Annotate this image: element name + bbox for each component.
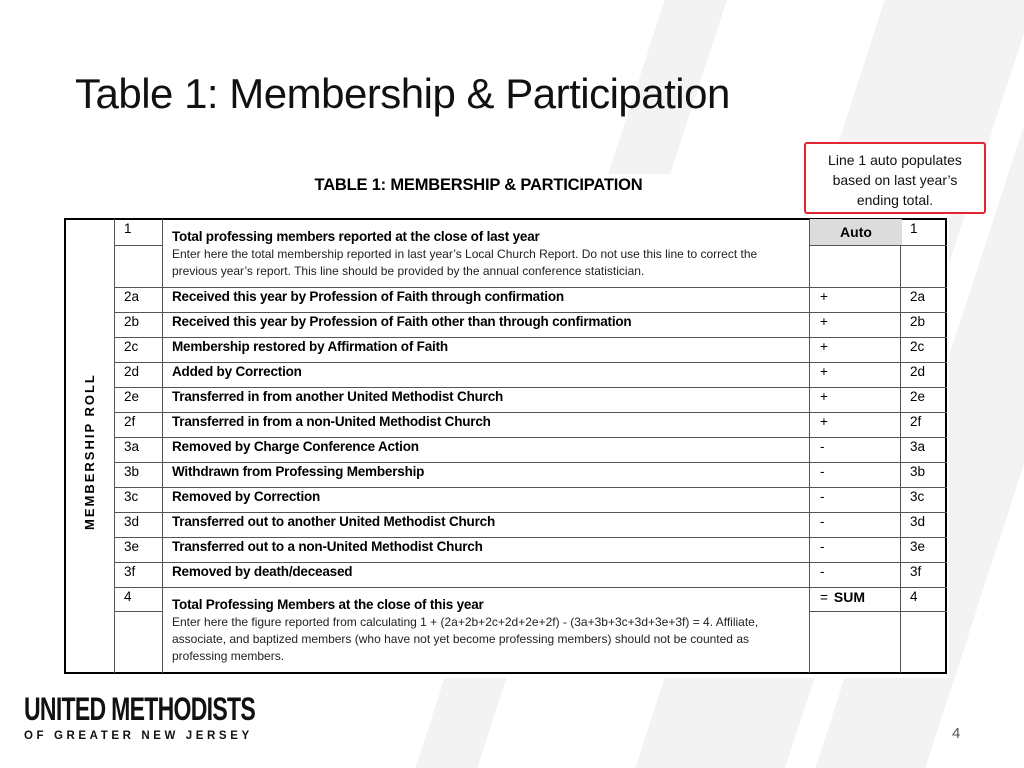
- row-operator: -: [820, 539, 825, 554]
- auto-value-cell: Auto: [810, 219, 902, 245]
- row-id: 3e: [124, 539, 140, 554]
- row-operator: +: [820, 314, 828, 329]
- side-label: MEMBERSHIP ROLL: [82, 373, 97, 530]
- row-label: Transferred in from a non-United Methodist Church: [172, 414, 491, 429]
- row-id: 2d: [124, 364, 140, 379]
- table-row-line-4: [114, 587, 947, 673]
- table-row-line-1: [114, 219, 947, 288]
- row-description: Enter here the total membership reported in last year’s Local Church Report. Do not use this line to correct the previous year’s report. This line should be provided by the annual conference statistician.: [172, 247, 758, 278]
- row-ref: 2d: [910, 364, 926, 379]
- form-heading: TABLE 1: MEMBERSHIP & PARTICIPATION: [314, 176, 643, 194]
- row-ref: 3d: [910, 514, 926, 529]
- row-label: Total professing members reported at the close of last year: [172, 229, 540, 244]
- row-operator: -: [820, 439, 825, 454]
- table-row: [114, 287, 947, 313]
- row-operator: -: [820, 464, 825, 479]
- row-ref: 3c: [910, 489, 925, 504]
- row-label: Received this year by Profession of Faith through confirmation: [172, 289, 564, 304]
- table-row: [114, 387, 947, 413]
- row-label: Received this year by Profession of Faith other than through confirmation: [172, 314, 632, 329]
- row-id: 4: [124, 589, 132, 604]
- table-row: [114, 412, 947, 438]
- row-label: Removed by Charge Conference Action: [172, 439, 419, 454]
- row-operator: = SUM: [820, 589, 866, 605]
- table-row: [114, 512, 947, 538]
- row-label: Total Professing Members at the close of this year: [172, 597, 484, 612]
- row-label: Added by Correction: [172, 364, 302, 379]
- table-row: [114, 562, 947, 588]
- row-operator: -: [820, 564, 825, 579]
- row-id: 3a: [124, 439, 140, 454]
- organization-logo: [24, 692, 345, 742]
- row-operator: +: [820, 389, 828, 404]
- row-operator: +: [820, 289, 828, 304]
- row-id: 2c: [124, 339, 139, 354]
- page-number: 4: [952, 725, 961, 742]
- row-id: 2a: [124, 289, 140, 304]
- row-id: 3b: [124, 464, 140, 479]
- row-label: Transferred out to a non-United Methodist Church: [172, 539, 483, 554]
- table-row: [114, 487, 947, 513]
- callout-line: Line 1 auto populates: [828, 152, 962, 168]
- logo-subtitle: OF GREATER NEW JERSEY: [24, 730, 253, 742]
- row-label: Transferred out to another United Methodist Church: [172, 514, 496, 529]
- row-id: 2b: [124, 314, 140, 329]
- row-id: 1: [124, 221, 132, 236]
- row-label: Removed by death/deceased: [172, 564, 353, 579]
- row-id: 3f: [124, 564, 136, 579]
- table-row: [114, 312, 947, 338]
- row-id: 2e: [124, 389, 140, 404]
- callout-line: ending total.: [856, 192, 934, 208]
- row-ref: 2e: [910, 389, 926, 404]
- row-ref: 1: [910, 221, 918, 236]
- row-operator: -: [820, 514, 825, 529]
- table-row: [114, 537, 947, 563]
- row-description: Enter here the figure reported from calculating 1 + (2a+2b+2c+2d+2e+2f) - (3a+3b+3c+3d+3e+3f) = 4. Affiliate, associate, and baptized members (who have not yet become professing members) should not be counted as professing members.: [172, 615, 759, 663]
- callout-note: [804, 142, 986, 214]
- row-operator: -: [820, 489, 825, 504]
- row-ref: 2c: [910, 339, 925, 354]
- row-operator: +: [820, 339, 828, 354]
- row-operator: +: [820, 414, 828, 429]
- row-label: Membership restored by Affirmation of Faith: [172, 339, 448, 354]
- table-row: [114, 337, 947, 363]
- row-id: 3c: [124, 489, 139, 504]
- table-row: [114, 362, 947, 388]
- row-ref: 2a: [910, 289, 926, 304]
- row-ref: 4: [910, 589, 918, 604]
- row-operator: +: [820, 364, 828, 379]
- row-ref: 3e: [910, 539, 926, 554]
- slide-title: Table 1: Membership & Participation: [75, 70, 730, 117]
- row-ref: 2f: [910, 414, 922, 429]
- row-label: Removed by Correction: [172, 489, 321, 504]
- row-id: 3d: [124, 514, 140, 529]
- table-row: [114, 437, 947, 463]
- row-label: Transferred in from another United Methodist Church: [172, 389, 504, 404]
- row-ref: 3b: [910, 464, 926, 479]
- row-label: Withdrawn from Professing Membership: [172, 464, 425, 479]
- row-ref: 2b: [910, 314, 926, 329]
- row-id: 2f: [124, 414, 136, 429]
- row-ref: 3a: [910, 439, 926, 454]
- table-row: [114, 462, 947, 488]
- logo-wordmark: UNITED METHODISTS: [24, 691, 255, 727]
- sum-value: SUM: [833, 589, 866, 605]
- row-ref: 3f: [910, 564, 922, 579]
- callout-line: based on last year’s: [832, 172, 958, 188]
